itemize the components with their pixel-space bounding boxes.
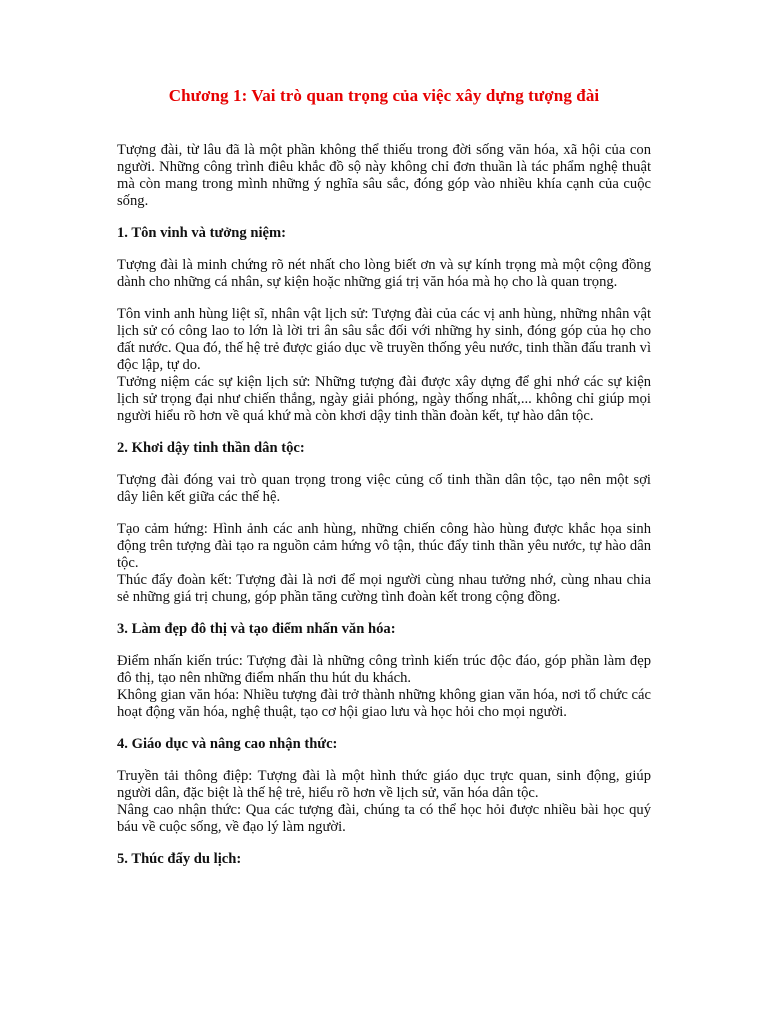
section-heading: 1. Tôn vinh và tưởng niệm: (117, 225, 287, 241)
section-point: Tôn vinh anh hùng liệt sĩ, nhân vật lịch sử: Tượng đài của các vị anh hùng, những nhân vật lịch sử có công lao to lớn là lời tri ân sâu sắc đối với những hy sinh, đóng góp của họ cho đất nước. Qua đó, thế hệ trẻ được giáo dục về truyền thống yêu nước, tinh thần đấu tranh vì độc lập, tự do. (117, 306, 652, 373)
section-point: Tạo cảm hứng: Hình ảnh các anh hùng, những chiến công hào hùng được khắc họa sinh động trên tượng đài tạo ra nguồn cảm hứng vô tận, thúc đẩy tinh thần yêu nước, tự hào dân tộc. (117, 521, 651, 571)
section-heading: 5. Thúc đẩy du lịch: (117, 851, 242, 867)
section-point: Điểm nhấn kiến trúc: Tượng đài là những công trình kiến trúc độc đáo, góp phần làm đẹp đô thị, tạo nên những điểm nhấn thu hút du khách. (117, 653, 651, 686)
section-lead: Tượng đài đóng vai trò quan trọng trong việc củng cố tinh thần dân tộc, tạo nên một sợi dây liên kết giữa các thế hệ. (117, 472, 651, 505)
section-lead: Tượng đài là minh chứng rõ nét nhất cho lòng biết ơn và sự kính trọng mà một cộng đồng dành cho những cá nhân, sự kiện hoặc những giá trị văn hóa mà họ cho là quan trọng. (117, 257, 651, 290)
intro-paragraph: Tượng đài, từ lâu đã là một phần không thể thiếu trong đời sống văn hóa, xã hội của con người. Những công trình điêu khắc đồ sộ này không chỉ đơn thuần là tác phẩm nghệ thuật mà còn mang trong mình những ý nghĩa sâu sắc, đóng góp vào nhiều khía cạnh của cuộc sống. (117, 142, 651, 209)
section-point: Tưởng niệm các sự kiện lịch sử: Những tượng đài được xây dựng để ghi nhớ các sự kiện lịch sử trọng đại như chiến thắng, ngày giải phóng, ngày thống nhất,... không chỉ giúp mọi người hiểu rõ hơn về quá khứ mà còn khơi dậy tinh thần đoàn kết, tự hào dân tộc. (117, 374, 651, 424)
section-point: Nâng cao nhận thức: Qua các tượng đài, chúng ta có thể học hỏi được nhiều bài học quý báu về cuộc sống, về đạo lý làm người. (117, 802, 651, 835)
section-point: Không gian văn hóa: Nhiều tượng đài trở thành những không gian văn hóa, nơi tổ chức các hoạt động văn hóa, nghệ thuật, tạo cơ hội giao lưu và học hỏi cho mọi người. (117, 687, 651, 720)
section-point: Truyền tải thông điệp: Tượng đài là một hình thức giáo dục trực quan, sinh động, giúp người dân, đặc biệt là thế hệ trẻ, hiểu rõ hơn về lịch sử, văn hóa dân tộc. (117, 768, 651, 801)
section-heading: 2. Khơi dậy tinh thần dân tộc: (117, 440, 305, 456)
section-heading: 3. Làm đẹp đô thị và tạo điểm nhấn văn hóa: (117, 621, 396, 637)
chapter-title: Chương 1: Vai trò quan trọng của việc xây dựng tượng đài (168, 86, 600, 105)
section-heading: 4. Giáo dục và nâng cao nhận thức: (117, 736, 338, 752)
section-point: Thúc đẩy đoàn kết: Tượng đài là nơi để mọi người cùng nhau tưởng nhớ, cùng nhau chia sẻ những giá trị chung, góp phần tăng cường tình đoàn kết trong cộng đồng. (117, 572, 651, 605)
